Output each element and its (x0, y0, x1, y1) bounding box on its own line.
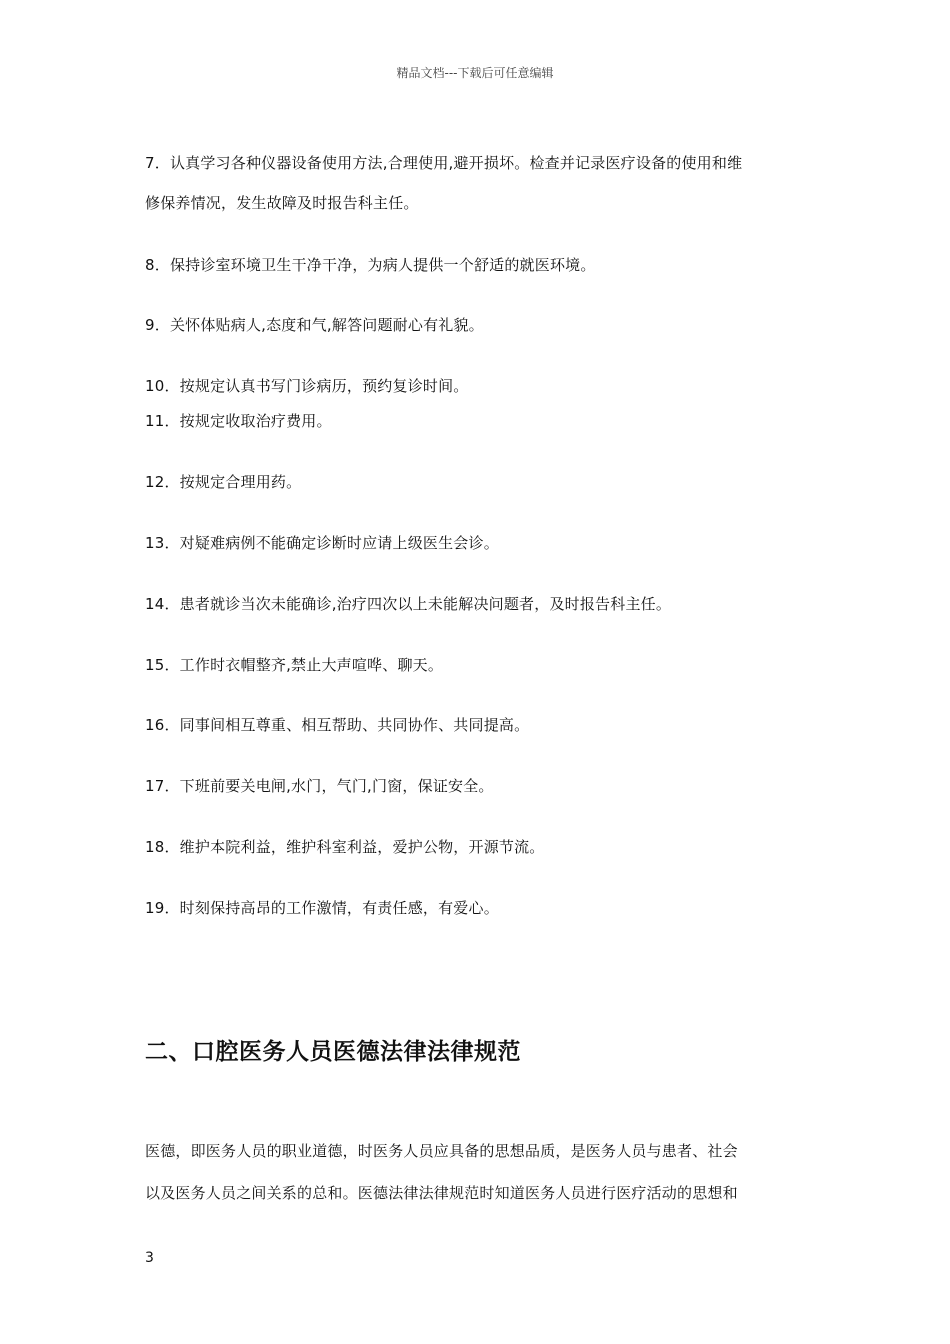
list-item-10: 10．按规定认真书写门诊病历，预约复诊时间。 (145, 377, 469, 395)
list-item-16: 16．同事间相互尊重、相互帮助、共同协作、共同提高。 (145, 716, 530, 734)
section-title: 二、口腔医务人员医德法律法律规范 (145, 1039, 521, 1065)
list-item-13: 13．对疑难病例不能确定诊断时应请上级医生会诊。 (145, 534, 499, 552)
list-item-9: 9．关怀体贴病人,态度和气,解答问题耐心有礼貌。 (145, 316, 484, 334)
page-header: 精品文档---下载后可任意编辑 (396, 66, 554, 80)
list-item-7-line-2: 修保养情况，发生故障及时报告科主任。 (145, 194, 419, 212)
list-item-12: 12．按规定合理用药。 (145, 473, 302, 491)
page-number: 3 (145, 1250, 154, 1266)
paragraph-line-1: 医德，即医务人员的职业道德，时医务人员应具备的思想品质，是医务人员与患者、社会 (145, 1142, 738, 1160)
list-item-15: 15．工作时衣帽整齐,禁止大声喧哗、聊天。 (145, 656, 444, 674)
list-item-14: 14．患者就诊当次未能确诊,治疗四次以上未能解决问题者，及时报告科主任。 (145, 595, 672, 613)
list-item-18: 18．维护本院利益，维护科室利益，爱护公物，开源节流。 (145, 838, 545, 856)
list-item-11: 11．按规定收取治疗费用。 (145, 412, 332, 430)
list-item-7-line-1: 7．认真学习各种仪器设备使用方法,合理使用,避开损坏。检查并记录医疗设备的使用和维 (145, 154, 743, 172)
list-item-17: 17．下班前要关电闸,水门，气门,门窗，保证安全。 (145, 777, 494, 795)
list-item-19: 19．时刻保持高昂的工作激情，有责任感，有爱心。 (145, 899, 499, 917)
list-item-8: 8．保持诊室环境卫生干净干净，为病人提供一个舒适的就医环境。 (145, 256, 596, 274)
paragraph-line-2: 以及医务人员之间关系的总和。医德法律法律规范时知道医务人员进行医疗活动的思想和 (145, 1184, 738, 1202)
